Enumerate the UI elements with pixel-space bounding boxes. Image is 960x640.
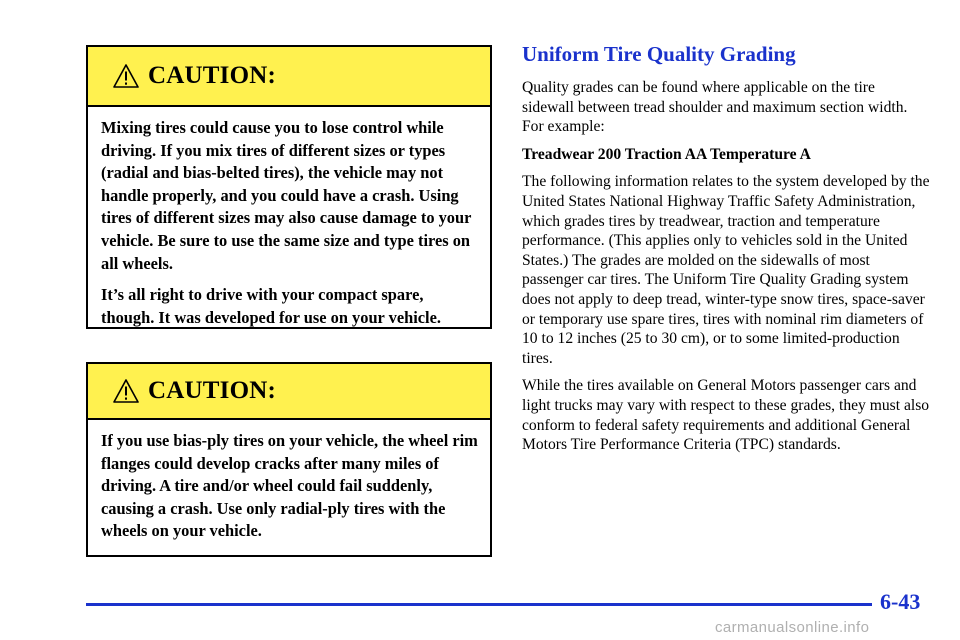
watermark: carmanualsonline.info xyxy=(715,619,870,636)
footer-rule xyxy=(86,603,872,606)
tire-grading-section xyxy=(522,40,930,463)
section-title: Uniform Tire Quality Grading xyxy=(522,42,796,66)
grade-example: Treadwear 200 Traction AA Temperature A xyxy=(522,145,811,163)
page-number: 6-43 xyxy=(880,589,921,614)
body-paragraph: The following information relates to the system developed by the United States National Highway Traffic Safety Administration, which grades tires by treadwear, traction and temperature performance. (This applies only to vehicles sold in the United States.) The grades are molded on the sidewalls of most passenger car tires. The Uniform Tire Quality Grading system does not apply to deep tread, winter-type snow tires, space-saver or temporary use spare tires, tires with nominal rim diameters of 10 to 12 inches (25 to 30 cm), or to some limited-production tires. xyxy=(522,173,930,367)
caution-body xyxy=(88,107,490,346)
body-paragraph: While the tires available on General Motors passenger cars and light trucks may vary with respect to these grades, they must also conform to federal safety requirements and additional General Motors Tire Performance Criteria (TPC) standards. xyxy=(522,377,930,454)
warning-triangle-icon xyxy=(112,378,140,404)
caution-box-bias-ply xyxy=(86,362,492,557)
caution-heading: CAUTION: xyxy=(148,62,276,89)
caution-paragraph: If you use bias-ply tires on your vehicle, the wheel rim flanges could develop cracks after many miles of driving. A tire and/or wheel could fail suddenly, causing a crash. Use only radial-ply tires with the wheels on your vehicle. xyxy=(101,431,478,541)
body-paragraph: Quality grades can be found where applicable on the tire sidewall between tread shoulder and maximum section width. For example: xyxy=(522,79,908,136)
caution-body xyxy=(88,420,490,560)
caution-heading: CAUTION: xyxy=(148,377,276,404)
caution-box-mixing-tires xyxy=(86,45,492,329)
caution-header xyxy=(88,364,490,420)
caution-paragraph: Mixing tires could cause you to lose control while driving. If you mix tires of different sizes or types (radial and bias-belted tires), the vehicle may not handle properly, and you could have a crash. Using tires of different sizes may also cause damage to your vehicle. Be sure to use the same size and type tires on all wheels. xyxy=(101,118,472,273)
warning-triangle-icon xyxy=(112,63,140,89)
caution-header xyxy=(88,47,490,107)
caution-paragraph: It’s all right to drive with your compact spare, though. It was developed for use on your vehicle. xyxy=(101,285,441,327)
